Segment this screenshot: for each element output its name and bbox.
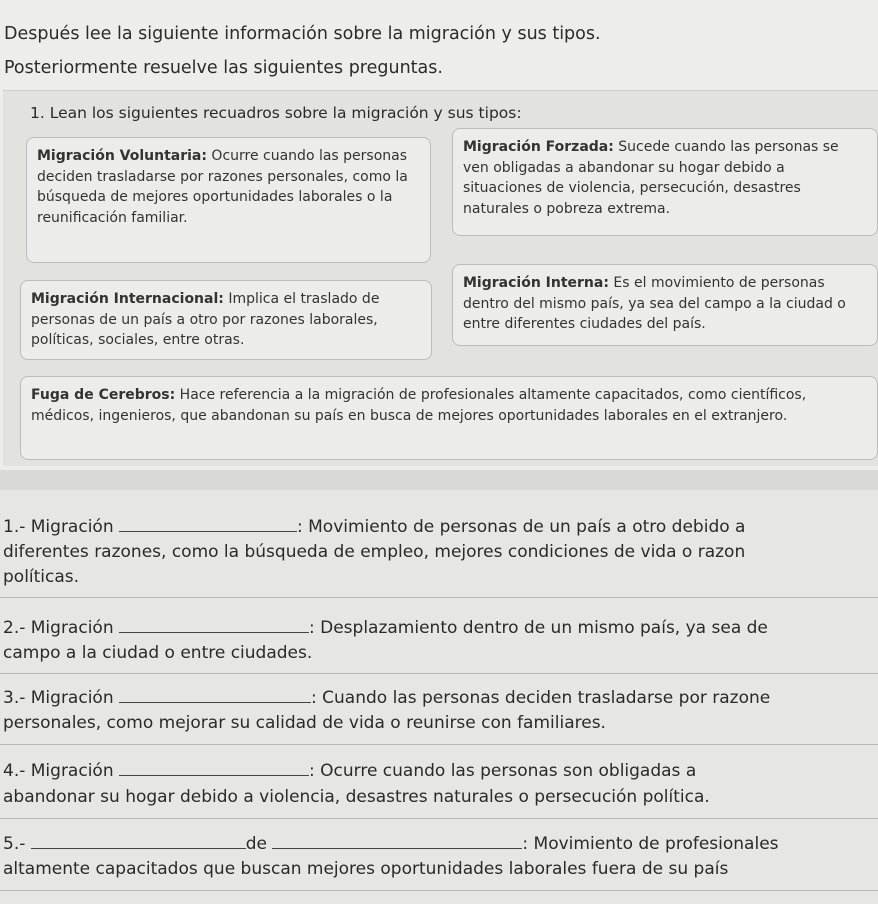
separator-line [0,818,878,819]
exercise-3-line-1 [0,687,878,710]
box-fuga-de-cerebros [20,376,878,460]
exercise-prefix: 5.- [3,834,31,854]
box-migracion-interna [452,264,878,346]
answer-blank-2[interactable] [119,618,309,633]
exercise-prefix: 2.- Migración [3,618,119,638]
box-text: Ocurre cuando las personas deciden trasladarse por razones personales, como la búsqueda de mejores oportunidades laborales o la reunificación familiar. [37,148,408,226]
box-text: Sucede cuando las personas se ven obligadas a abandonar su hogar debido a situaciones de violencia, persecución, desastres naturales o pobreza extrema. [463,139,839,217]
box-text: Implica el traslado de personas de un país a otro por razones laborales, políticas, sociales, entre otras. [31,291,380,348]
box-text: Hace referencia a la migración de profesionales altamente capacitados, como científicos, médicos, ingenieros, que abandonan su país en busca de mejores oportunidades laborales en el extranjero. [31,387,807,424]
answer-blank-1[interactable] [119,517,297,532]
exercise-definition: : Movimiento de profesionales [522,834,779,854]
box-title: Migración Interna: [463,275,609,291]
exercise-prefix: 1.- Migración [3,517,119,537]
exercise-definition: : Cuando las personas deciden trasladarse por razone [311,688,771,708]
exercise-1-line-3: políticas. [3,567,80,587]
box-text: Es el movimiento de personas dentro del mismo país, ya sea del campo a la ciudad o entre diferentes ciudades del país. [463,275,846,332]
separator-line [0,744,878,745]
box-migracion-forzada [452,128,878,236]
answer-blank-5a[interactable] [31,834,246,849]
box-title: Migración Forzada: [463,139,614,155]
exercise-definition: : Movimiento de personas de un país a otro debido a [297,517,746,537]
box-title: Fuga de Cerebros: [31,387,176,403]
exercise-3-line-2: personales, como mejorar su calidad de vida o reunirse con familiares. [3,713,606,733]
answer-blank-4[interactable] [119,761,309,776]
exercise-2-line-1 [0,617,878,640]
exercise-prefix: 3.- Migración [3,688,119,708]
separator-line [0,890,878,891]
answer-blank-3[interactable] [119,688,311,703]
exercise-prefix: 4.- Migración [3,761,119,781]
answer-blank-5b[interactable] [272,834,522,849]
separator-line [0,673,878,674]
exercise-4-line-1 [0,760,878,783]
separator-line [0,597,878,598]
intro-line-1: Después lee la siguiente información sobre la migración y sus tipos. [4,24,601,44]
exercise-5-line-2: altamente capacitados que buscan mejores oportunidades laborales fuera de su país [3,859,729,879]
exercise-1-line-1 [0,516,878,539]
box-title: Migración Internacional: [31,291,224,307]
box-migracion-voluntaria [26,137,431,263]
exercise-definition: : Ocurre cuando las personas son obligadas a [309,761,697,781]
exercise-5-line-1 [0,833,878,856]
exercise-1-line-2: diferentes razones, como la búsqueda de empleo, mejores condiciones de vida o razon [3,542,746,562]
box-title: Migración Voluntaria: [37,148,207,164]
intro-line-2: Posteriormente resuelve las siguientes preguntas. [4,58,443,78]
exercise-connector: de [245,834,273,854]
exercise-2-line-2: campo a la ciudad o entre ciudades. [3,643,313,663]
box-migracion-internacional [20,280,432,360]
exercise-definition: : Desplazamiento dentro de un mismo país, ya sea de [309,618,768,638]
instruction-text: 1. Lean los siguientes recuadros sobre la migración y sus tipos: [30,104,522,122]
exercise-4-line-2: abandonar su hogar debido a violencia, desastres naturales o persecución política. [3,787,710,807]
